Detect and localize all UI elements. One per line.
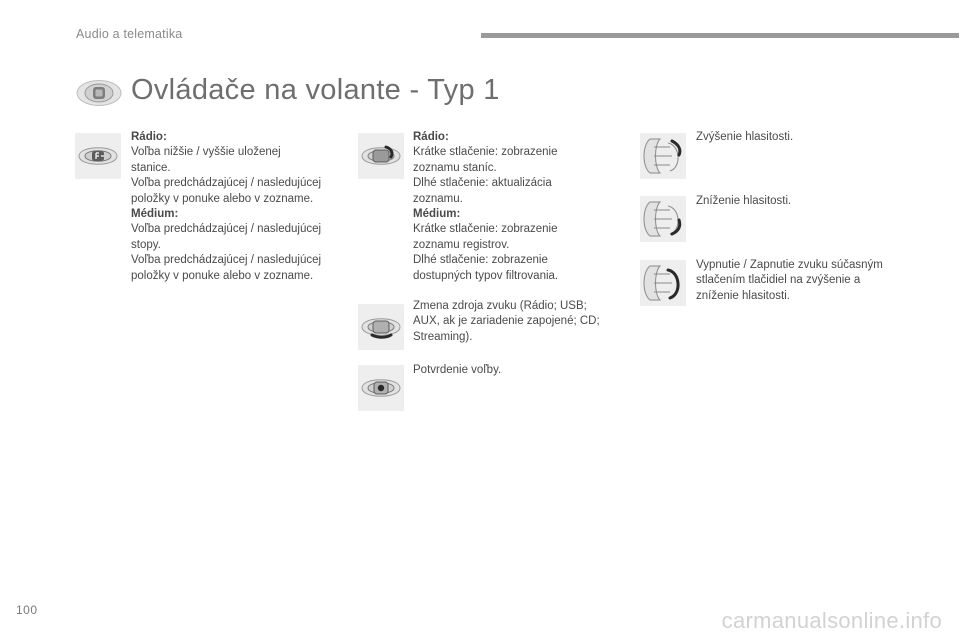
line-radio-label: Rádio: bbox=[413, 131, 449, 143]
page-title: Ovládače na volante - Typ 1 bbox=[131, 74, 500, 106]
watermark: carmanualsonline.info bbox=[721, 608, 942, 633]
text-line: zoznamu. bbox=[413, 192, 463, 205]
text-line: zoznamu registrov. bbox=[413, 238, 510, 251]
header-rule bbox=[481, 33, 959, 38]
text-line: AUX, ak je zariadenie zapojené; CD; bbox=[413, 315, 600, 328]
volume-control-icon bbox=[640, 196, 686, 242]
volume-control-icon bbox=[640, 133, 686, 179]
section-header: Audio a telematika bbox=[76, 27, 183, 41]
text-line: Zvýšenie hlasitosti. bbox=[696, 131, 794, 143]
text-line: Voľba predchádzajúcej / nasledujúcej bbox=[131, 223, 322, 236]
line-media-label: Médium: bbox=[131, 208, 179, 221]
text-line: Zníženie hlasitosti. bbox=[696, 195, 792, 207]
text-line: Krátke stlačenie: zobrazenie bbox=[413, 223, 558, 236]
text-line: Dlhé stlačenie: zobrazenie bbox=[413, 254, 548, 267]
text-line: Potvrdenie voľby. bbox=[413, 364, 502, 376]
text-line: Vypnutie / Zapnutie zvuku súčasným bbox=[696, 259, 883, 271]
steering-wheel-control-icon bbox=[75, 133, 121, 179]
steering-wheel-control-icon bbox=[358, 365, 404, 411]
text-block-radio-media-2 bbox=[413, 130, 558, 284]
text-line: Zmena zdroja zvuku (Rádio; USB; bbox=[413, 300, 587, 312]
steering-wheel-control-icon bbox=[358, 133, 404, 179]
text-line: Voľba predchádzajúcej / nasledujúcej bbox=[131, 177, 322, 190]
text-line: dostupných typov filtrovania. bbox=[413, 269, 559, 282]
text-line: Streaming). bbox=[413, 330, 473, 343]
steering-wheel-control-icon bbox=[358, 304, 404, 350]
steering-wheel-control-icon bbox=[76, 79, 122, 107]
text-line: zoznamu staníc. bbox=[413, 161, 497, 174]
text-block-volume-up bbox=[696, 130, 793, 145]
text-block-volume-down bbox=[696, 194, 791, 209]
text-line: položky v ponuke alebo v zozname. bbox=[131, 192, 314, 205]
text-line: Dlhé stlačenie: aktualizácia bbox=[413, 177, 552, 190]
text-line: Krátke stlačenie: zobrazenie bbox=[413, 146, 558, 159]
text-block-mute bbox=[696, 258, 883, 304]
text-line: stlačením tlačidiel na zvýšenie a bbox=[696, 274, 861, 287]
text-block-radio-media-1 bbox=[131, 130, 321, 284]
volume-control-icon bbox=[640, 260, 686, 306]
text-line: Voľba predchádzajúcej / nasledujúcej bbox=[131, 254, 322, 267]
text-block-confirm bbox=[413, 363, 501, 378]
line-radio-label: Rádio: bbox=[131, 131, 167, 143]
text-line: stanice. bbox=[131, 161, 171, 174]
line-media-label: Médium: bbox=[413, 208, 461, 221]
text-block-source-change bbox=[413, 299, 600, 345]
page-number: 100 bbox=[16, 603, 38, 617]
text-line: zníženie hlasitosti. bbox=[696, 289, 790, 302]
text-line: stopy. bbox=[131, 238, 161, 251]
text-line: položky v ponuke alebo v zozname. bbox=[131, 269, 314, 282]
text-line: Voľba nižšie / vyššie uloženej bbox=[131, 146, 281, 159]
